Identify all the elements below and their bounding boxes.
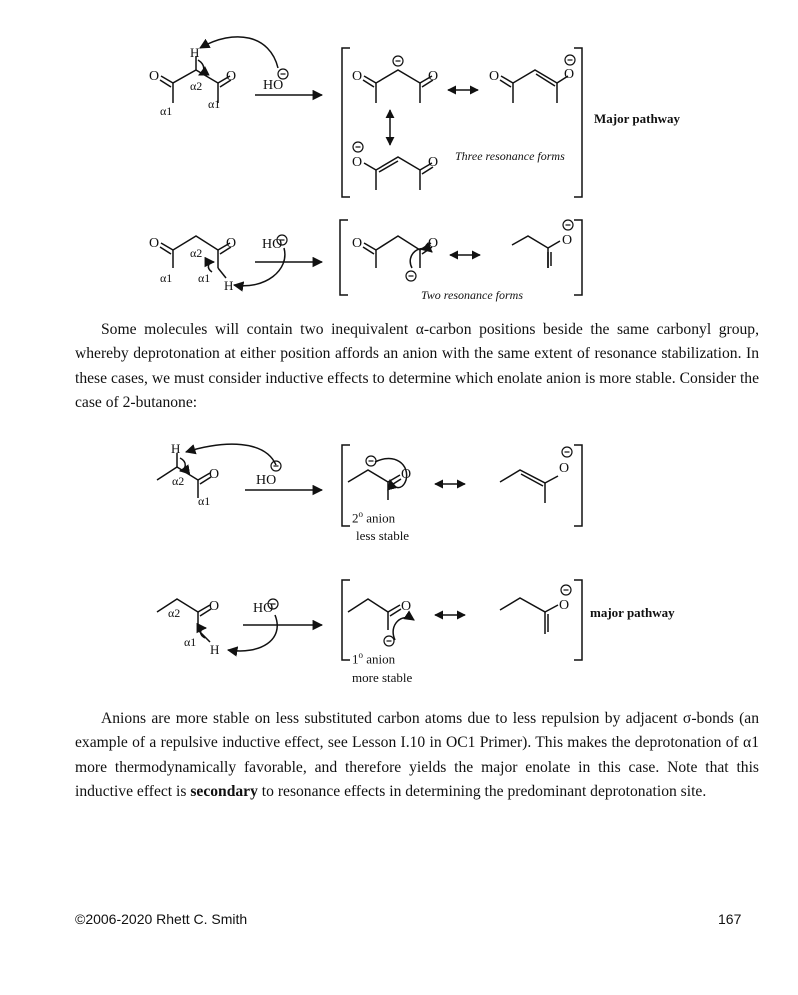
- bracket-right: [574, 220, 582, 295]
- oxygen-label: O: [564, 67, 575, 82]
- oxygen-label: O: [428, 155, 439, 170]
- resonance-form-carbanion: [363, 70, 433, 103]
- paragraph-inequivalent-alpha: Some molecules will contain two inequivalent α-carbon positions beside the same carbonyl group, whereby deprotonation at either position affords an anion with the same extent of resonance stabilization. In these cases, we must consider inductive effects to determine which enolate anion is more stable. Consider the case of 2-butanone:: [75, 321, 759, 411]
- h-label: H: [190, 45, 200, 60]
- paragraph-inductive-effects: Anions are more stable on less substituted carbon atoms due to less repulsion by adjacent σ-bonds (an example of a repulsive inductive effect, see Lesson I.10 in OC1 Primer). This makes the deprotonation of α1 more thermodynamically favorable, and therefore yields the major enolate in this case. Note that this inductive effect is secondary to resonance effects in determining the predominant deprotonation site.: [75, 710, 759, 800]
- page-number: 167: [718, 911, 742, 927]
- oxygen-label: O: [352, 69, 363, 84]
- resonance-form-enolate-left: [364, 157, 433, 190]
- bracket-right: [574, 445, 582, 526]
- curved-arrow-h-removal: [234, 248, 285, 286]
- curved-arrow-resonance: [393, 618, 414, 640]
- oxygen-label: O: [226, 236, 237, 251]
- hydroxide-label: HO: [262, 237, 283, 252]
- bracket-right: [574, 48, 582, 197]
- alpha1-label-left: α1: [160, 104, 173, 118]
- scheme-acetylacetone-alpha2-deprotonation: [0, 0, 798, 215]
- oxygen-label: O: [559, 461, 570, 476]
- bracket-left: [342, 580, 350, 660]
- stability-label: less stable: [356, 528, 410, 543]
- footer-copyright: ©2006-2020 Rhett C. Smith: [75, 911, 248, 927]
- oxygen-label: O: [489, 69, 500, 84]
- resonance-form-terminal-enolate: [500, 598, 558, 634]
- hydroxide-label: HO: [253, 601, 274, 616]
- hydroxide-label: HO: [256, 473, 277, 488]
- h-label: H: [210, 642, 220, 657]
- bracket-left: [342, 48, 350, 197]
- alpha1-label: α1: [184, 635, 197, 649]
- resonance-form-internal-enolate: [500, 470, 558, 503]
- alpha2-label: α2: [172, 474, 185, 488]
- curved-arrow-h-removal: [228, 615, 277, 651]
- curved-arrow-resonance: [410, 248, 432, 268]
- curved-arrow-h-removal: [186, 444, 276, 465]
- resonance-form-enolate: [512, 236, 560, 268]
- scheme-acetylacetone-alpha1-deprotonation: [0, 215, 798, 310]
- resonance-form-carbanion: [363, 236, 432, 268]
- major-pathway-label: Major pathway: [594, 111, 681, 126]
- alpha1-label-right: α1: [198, 271, 211, 285]
- h-label: H: [224, 278, 234, 293]
- oxygen-label: O: [562, 233, 573, 248]
- major-pathway-label: major pathway: [590, 605, 675, 620]
- oxygen-label: O: [401, 599, 412, 614]
- hydroxide-label: HO: [263, 78, 284, 93]
- alpha1-label-right: α1: [208, 97, 221, 111]
- resonance-caption: Three resonance forms: [455, 149, 565, 163]
- resonance-form-enolate-right: [500, 70, 568, 103]
- oxygen-label: O: [428, 69, 439, 84]
- h-label: H: [171, 441, 181, 456]
- oxygen-label: O: [428, 236, 439, 251]
- stability-label: more stable: [352, 670, 413, 685]
- oxygen-label: O: [226, 69, 237, 84]
- oxygen-label: O: [209, 599, 220, 614]
- resonance-caption: Two resonance forms: [421, 288, 523, 302]
- alpha2-label: α2: [190, 246, 203, 260]
- bracket-left: [342, 445, 350, 526]
- emphasis-secondary: secondary: [190, 782, 258, 800]
- oxygen-label: O: [401, 467, 412, 482]
- resonance-form-primary-carbanion: [348, 599, 401, 630]
- alpha1-label: α1: [198, 494, 211, 508]
- anion-degree-label: 1$^o$ anion: [352, 650, 396, 667]
- anion-degree-label: 2$^o$ anion: [352, 509, 396, 526]
- alpha1-label-left: α1: [160, 271, 173, 285]
- alpha2-label: α2: [168, 606, 181, 620]
- oxygen-label: O: [352, 155, 363, 170]
- curved-arrow-h-removal: [200, 37, 278, 68]
- oxygen-label: O: [559, 598, 570, 613]
- bracket-left: [340, 220, 348, 295]
- oxygen-label: O: [209, 467, 220, 482]
- oxygen-label: O: [149, 236, 160, 251]
- oxygen-label: O: [352, 236, 363, 251]
- oxygen-label: O: [149, 69, 160, 84]
- alpha2-label: α2: [190, 79, 203, 93]
- bracket-right: [574, 580, 582, 660]
